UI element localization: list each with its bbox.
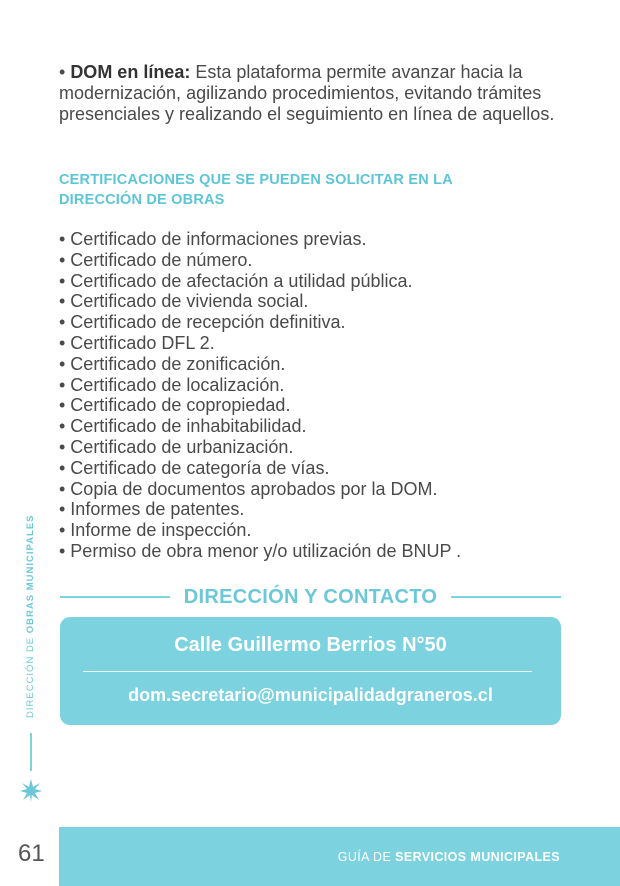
intro-bullet: • — [59, 62, 71, 82]
certifications-list — [59, 229, 461, 562]
list-item: • Certificado de copropiedad. — [59, 395, 291, 416]
intro-text: Esta plataforma permite avanzar hacia la modernización, agilizando procedimientos, evitando trámites presenciales y realizando el seguimiento en línea de aquellos. — [59, 62, 555, 124]
footer-guide-title — [338, 850, 560, 864]
contact-title: DIRECCIÓN Y CONTACTO — [183, 585, 438, 608]
contact-header-right-rule — [451, 596, 561, 598]
list-item: • Certificado DFL 2. — [59, 332, 215, 353]
side-divider-line — [30, 733, 32, 771]
contact-header-left-rule — [60, 596, 170, 598]
contact-card — [60, 617, 561, 725]
side-label-bold: OBRAS MUNICIPALES — [25, 514, 36, 634]
list-item: • Certificado de localización. — [59, 374, 285, 395]
page-number: 61 — [18, 840, 45, 867]
list-item: • Certificado de urbanización. — [59, 436, 294, 457]
side-section-label — [25, 515, 36, 719]
footer-guide-prefix: GUÍA DE — [337, 850, 396, 864]
certifications-heading-line1: CERTIFICACIONES QUE SE PUEDEN SOLICITAR EN LA — [59, 172, 453, 188]
certifications-heading-line2: DIRECCIÓN DE OBRAS — [59, 192, 225, 208]
list-item: • Certificado de recepción definitiva. — [59, 312, 346, 333]
list-item: • Certificado de categoría de vías. — [59, 457, 330, 478]
star-icon — [19, 778, 43, 802]
list-item: • Certificado de inhabitabilidad. — [59, 416, 307, 437]
certifications-heading — [59, 170, 539, 210]
list-item: • Copia de documentos aprobados por la DOM. — [59, 478, 438, 499]
list-item: • Certificado de número. — [59, 249, 253, 270]
footer-bar — [59, 827, 620, 886]
side-label-prefix: DIRECCIÓN DE — [25, 633, 36, 718]
contact-email-link[interactable]: dom.secretario@municipalidadgraneros.cl — [128, 685, 493, 705]
list-item: • Permiso de obra menor y/o utilización de BNUP . — [59, 540, 462, 561]
list-item: • Certificado de zonificación. — [59, 353, 286, 374]
intro-paragraph — [59, 62, 579, 125]
contact-card-divider — [83, 671, 532, 672]
list-item: • Certificado de vivienda social. — [59, 291, 309, 312]
list-item: • Informes de patentes. — [59, 499, 245, 520]
list-item: • Certificado de informaciones previas. — [59, 229, 367, 249]
list-item: • Certificado de afectación a utilidad pública. — [59, 270, 413, 291]
list-item: • Informe de inspección. — [59, 520, 252, 541]
intro-term: DOM en línea: — [70, 62, 191, 82]
contact-address: Calle Guillermo Berrios N°50 — [174, 634, 447, 656]
footer-guide-bold: SERVICIOS MUNICIPALES — [395, 850, 560, 864]
contact-section-header — [60, 584, 561, 610]
